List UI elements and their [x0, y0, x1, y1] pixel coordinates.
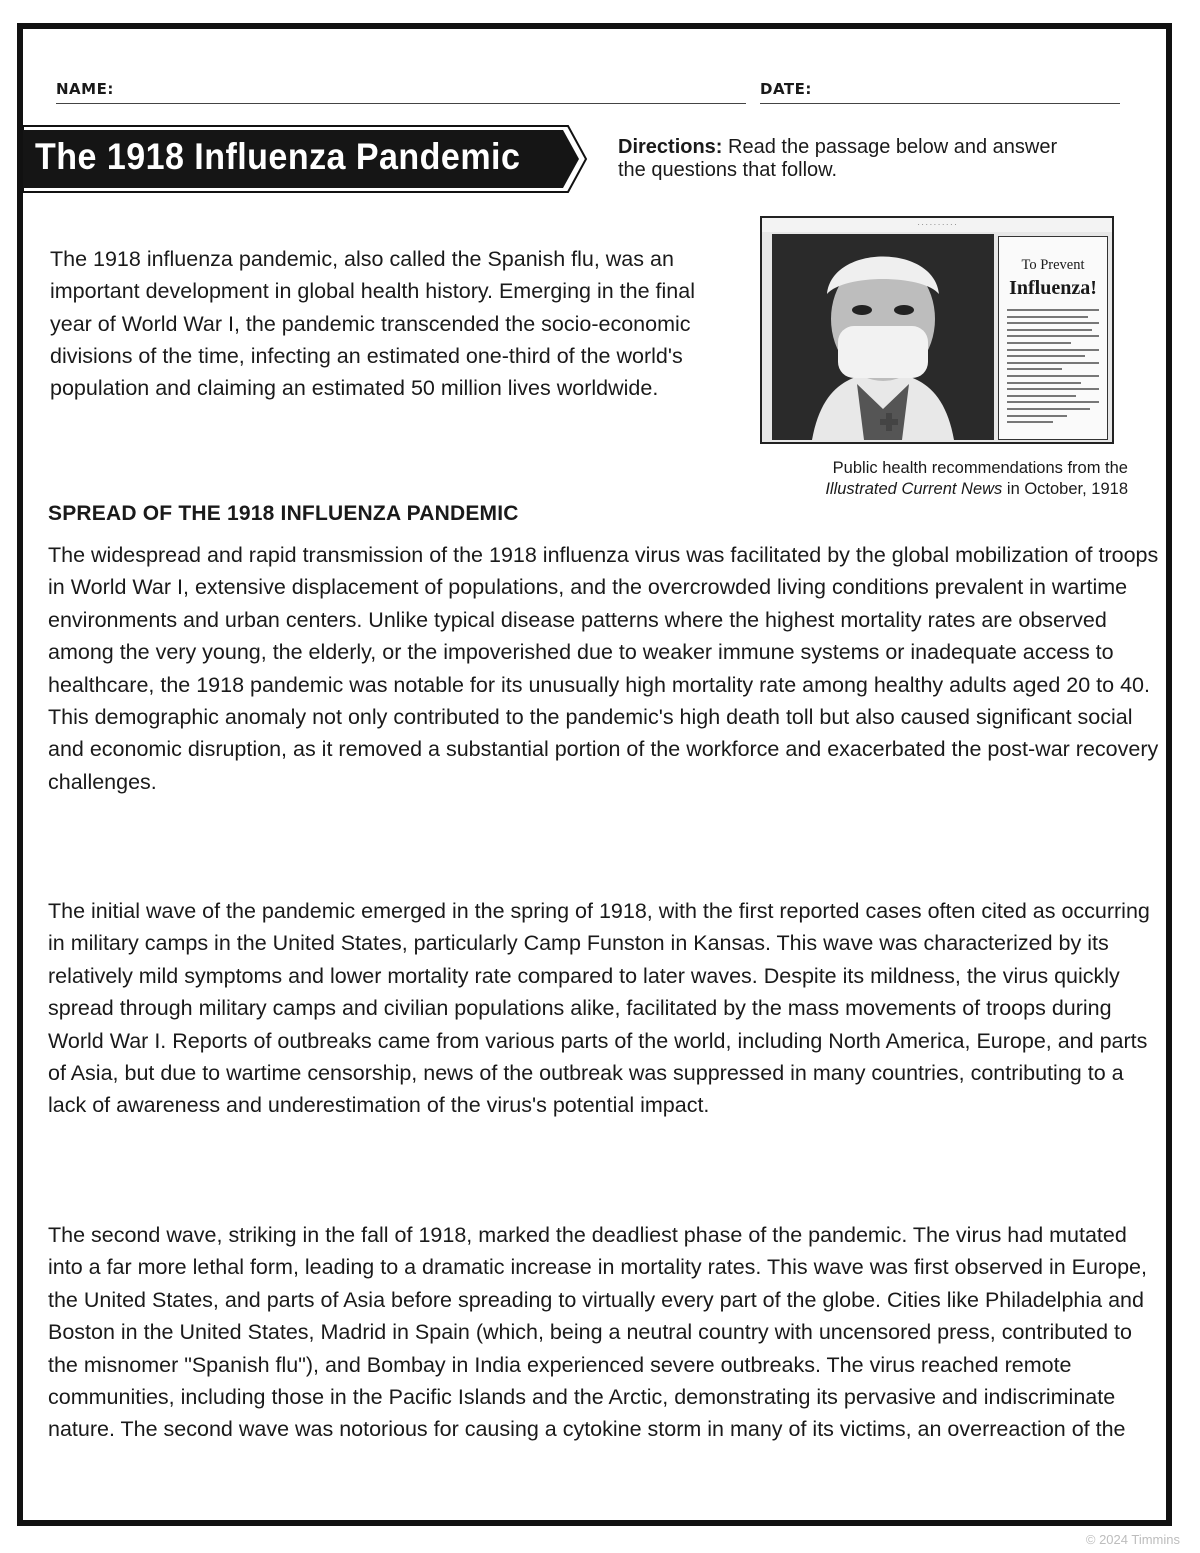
name-label: NAME:	[56, 80, 114, 98]
date-line[interactable]	[760, 103, 1120, 104]
name-line[interactable]	[56, 103, 746, 104]
date-field[interactable]	[760, 80, 1120, 104]
paragraph-transmission: The widespread and rapid transmission of the 1918 influenza virus was facilitated by the global mobilization of troops in World War I, extensive displacement of populations, and the overcrowded living conditions prevalent in wartime environments and urban centers. Unlike typical disease patterns where the highest mortality rates are observed among the very young, the elderly, or the impoverished due to weaker immune systems or inadequate access to healthcare, the 1918 pandemic was notable for its unusually high mortality rate among healthy adults aged 20 to 40. This demographic anomaly not only contributed to the pandemic's high death toll but also caused significant social and economic disruption, as it removed a substantial portion of the workforce and exacerbated the post-war recovery challenges.	[48, 543, 1159, 794]
nurse-portrait-image	[772, 234, 994, 440]
intro-paragraph: The 1918 influenza pandemic, also called the Spanish flu, was an important development in global health history. Emerging in the final year of World War I, the pandemic transcended the socio-economic divisions of the time, infecting an estimated one-third of the world's population and claiming an estimated 50 million lives worldwide.	[50, 247, 695, 401]
paragraph-first-wave: The initial wave of the pandemic emerged in the spring of 1918, with the first reported cases often cited as occurring in military camps in the United States, particularly Camp Funston in Kansas. This wave was characterized by its relatively mild symptoms and lower mortality rate compared to later waves. Despite its mildness, the virus quickly spread through military camps and civilian populations alike, facilitated by the mass movements of troops during World War I. Reports of outbreaks came from various parts of the world, including North America, Europe, and parts of Asia, but due to wartime censorship, news of the outbreak was suppressed in many countries, contributing to a lack of awareness and underestimation of the virus's potential impact.	[48, 899, 1150, 1118]
paragraph-second-wave: The second wave, striking in the fall of 1918, marked the deadliest phase of the pandemic. The virus had mutated into a far more lethal form, leading to a dramatic increase in mortality rates. This wave was first observed in Europe, the United States, and parts of Asia before spreading to virtually every part of the globe. Cities like Philadelphia and Boston in the United States, Madrid in Spain (which, being a neutral country with uncensored press, contributed to the misnomer "Spanish flu"), and Bombay in India experienced severe outbreaks. The virus reached remote communities, including those in the Pacific Islands and the Arctic, demonstrating its pervasive and indiscriminate nature. The second wave was notorious for causing a cytokine storm in many of its victims, an overreaction of the	[48, 1223, 1147, 1442]
poster-fine-print	[1007, 309, 1099, 428]
date-label: DATE:	[760, 80, 812, 98]
historical-photo	[760, 216, 1114, 444]
nurse-with-mask-icon	[772, 234, 994, 440]
directions	[618, 136, 1088, 182]
photo-caption	[742, 458, 1128, 500]
caption-date: in October, 1918	[1006, 480, 1128, 498]
caption-source: Illustrated Current News	[825, 480, 1003, 498]
copyright-notice: © 2024 Timmins	[1085, 1532, 1180, 1547]
section-heading: SPREAD OF THE 1918 INFLUENZA PANDEMIC	[48, 502, 519, 525]
title-banner	[23, 124, 588, 194]
caption-line1: Public health recommendations from the	[832, 459, 1128, 477]
poster-heading-line2: Influenza!	[1009, 277, 1097, 299]
prevention-poster	[998, 236, 1108, 440]
newspaper-masthead: · · · · · · · · · ·	[762, 218, 1112, 232]
directions-text: Read the passage below and answer the questions that follow.	[618, 136, 1058, 181]
poster-heading-line1: To Prevent	[1021, 257, 1085, 273]
page-title: The 1918 Influenza Pandemic	[35, 136, 521, 177]
name-field[interactable]	[56, 80, 746, 104]
directions-label: Directions:	[618, 136, 723, 158]
